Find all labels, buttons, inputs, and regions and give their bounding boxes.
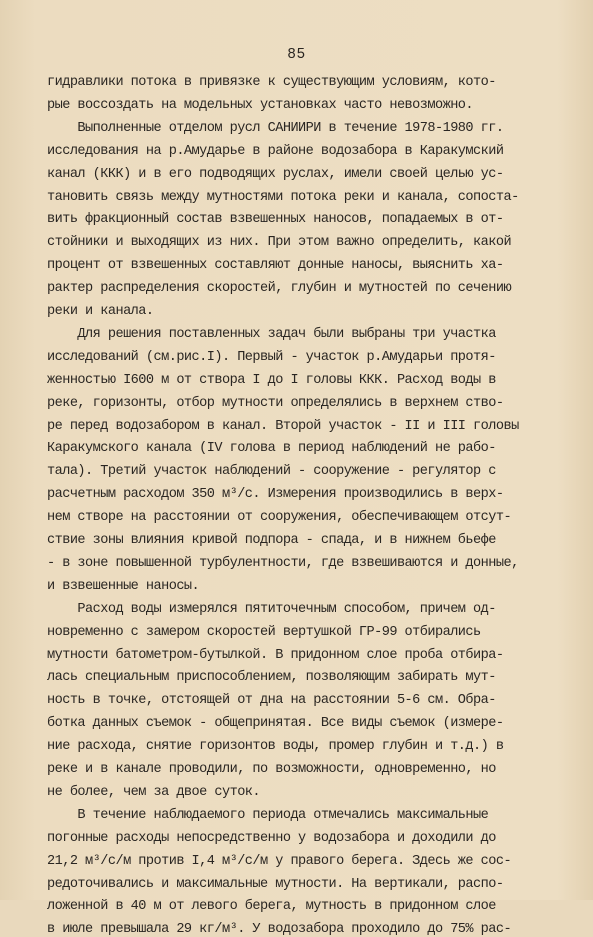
text-line: гидравлики потока в привязке к существующим условиям, кото- [47,75,496,90]
text-line: новременно с замером скоростей вертушкой ГР-99 отбирались [47,624,481,640]
text-line: мутности батометром-бутылкой. В придонном слое проба отбира- [47,647,504,663]
text-line: ре перед водозабором в канал. Второй участок - II и III головы [47,418,519,434]
text-line: Расход воды измерялся пятиточечным способом, причем од- [47,601,496,617]
text-line: Выполненные отделом русл САНИИРИ в течение 1978-1980 гг. [47,120,504,136]
text-line: ствие зоны влияния кривой подпора - спада, и в нижнем бьефе [47,533,496,548]
text-line: тановить связь между мутностями потока реки и канала, сопоста- [47,189,519,205]
text-line: лась специальным приспособлением, позволяющим забирать мут- [47,670,496,686]
text-line: стойники и выходящих из них. При этом важно определить, какой [47,235,512,251]
text-line: исследования на р.Амударье в районе водозабора в Каракумский [47,143,504,159]
page-number: 85 [287,47,306,63]
text-line: не более, чем за двое суток. [47,784,261,800]
text-line: В течение наблюдаемого периода отмечались максимальные [47,807,489,823]
text-line: - в зоне повышенной турбулентности, где взвешиваются и донные, [47,555,519,571]
text-line: редоточивались и максимальные мутности. На вертикали, распо- [47,876,504,892]
text-line: ботка данных съемок - общепринятая. Все виды съемок (измере- [47,716,504,732]
text-line: процент от взвешенных составляют донные наносы, выяснить ха- [47,258,504,274]
text-line: рактер распределения скоростей, глубин и мутностей по сечению [47,281,512,297]
text-line: ность в точке, отстоящей от дна на расстоянии 5-6 см. Обра- [47,693,496,709]
text-line: в июле превышала 29 кг/м³. У водозабора проходило до 75% рас- [47,922,512,937]
text-line: исследований (см.рис.I). Первый - участок р.Амударьи протя- [47,349,496,365]
text-line: ложенной в 40 м от левого берега, мутность в придонном слое [47,899,496,915]
text-line: реке, горизонты, отбор мутности определялись в верхнем ство- [47,395,504,411]
text-line: Для решения поставленных задач были выбраны три участка [47,326,496,342]
text-line: ние расхода, снятие горизонтов воды, промер глубин и т.д.) в [47,739,504,755]
text-line: канал (ККК) и в его подводящих руслах, имели своей целью ус- [47,166,504,182]
text-line: расчетным расходом 350 м³/с. Измерения производились в верх- [47,487,504,503]
text-line: рые воссоздать на модельных установках часто невозможно. [47,97,474,113]
text-line: реке и в канале проводили, по возможности, одновременно, но [47,762,496,777]
text-line: 21,2 м³/с/м против I,4 м³/с/м у правого берега. Здесь же сос- [47,853,512,869]
text-line: реки и канала. [47,304,154,319]
text-line: Каракумского канала (IV голова в период наблюдений не рабо- [47,441,496,457]
text-line: вить фракционный состав взвешенных наносов, попадаемых в от- [47,212,504,228]
text-line: нем створе на расстоянии от сооружения, обеспечивающем отсут- [47,510,512,526]
text-line: и взвешенные наносы. [47,578,200,594]
text-line: тала). Третий участок наблюдений - сооружение - регулятор с [47,464,496,480]
text-line: погонные расходы непосредственно у водозабора и доходили до [47,830,496,846]
text-line: женностью I600 м от створа I до I головы ККК. Расход воды в [47,372,496,388]
